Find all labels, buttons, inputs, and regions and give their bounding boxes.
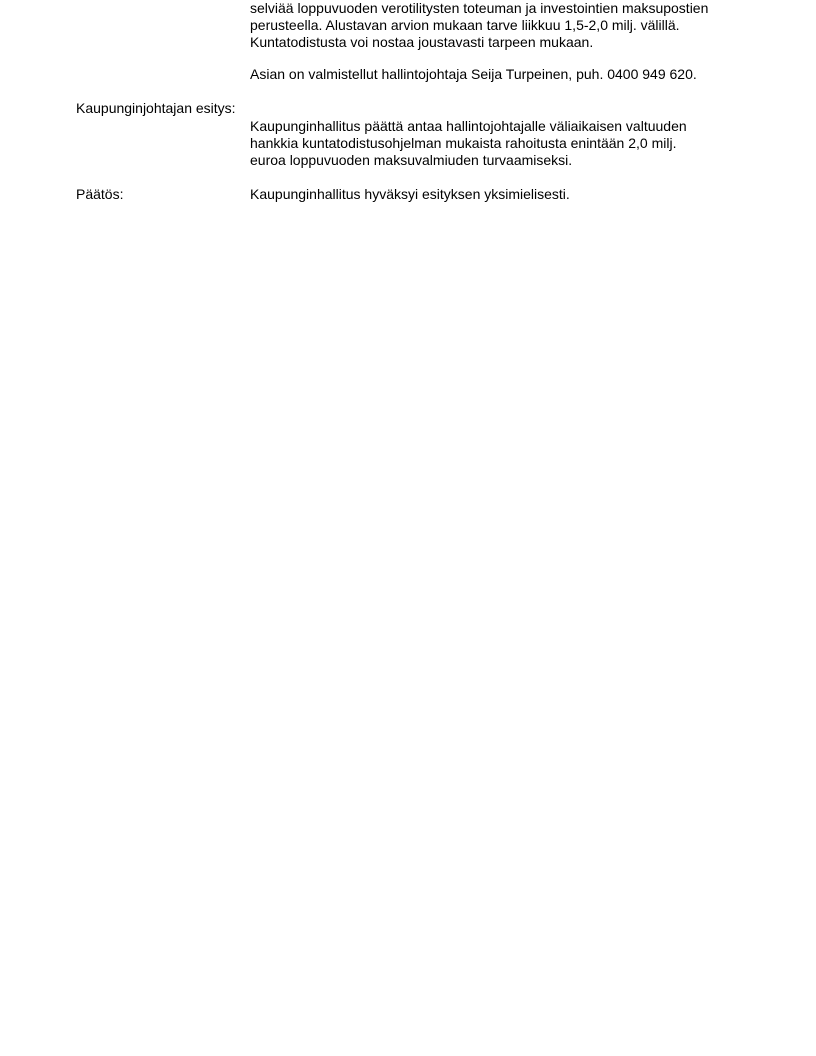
decision-line: Kaupunginhallitus hyväksyi esityksen yksimielisesti. — [250, 186, 570, 202]
intro-line-2: perusteella. Alustavan arvion mukaan tarve liikkuu 1,5-2,0 milj. välillä. — [250, 17, 680, 33]
decision-label: Päätös: — [76, 186, 124, 202]
intro-paragraph — [250, 0, 770, 51]
proposal-label: Kaupunginjohtajan esitys: — [76, 100, 236, 116]
proposal-line-1: Kaupunginhallitus päättä antaa hallintojohtajalle väliaikaisen valtuuden — [250, 118, 687, 134]
proposal-paragraph — [250, 118, 770, 169]
contact-line: Asian on valmistellut hallintojohtaja Seija Turpeinen, puh. 0400 949 620. — [250, 66, 697, 82]
proposal-line-3: euroa loppuvuoden maksuvalmiuden turvaamiseksi. — [250, 152, 573, 168]
intro-line-3: Kuntatodistusta voi nostaa joustavasti tarpeen mukaan. — [250, 34, 594, 50]
proposal-line-2: hankkia kuntatodistusohjelman mukaista rahoitusta enintään 2,0 milj. — [250, 135, 677, 151]
decision-paragraph — [250, 186, 770, 203]
contact-paragraph — [250, 66, 770, 83]
intro-line-1: selviää loppuvuoden verotilitysten toteuman ja investointien maksupostien — [250, 0, 709, 16]
